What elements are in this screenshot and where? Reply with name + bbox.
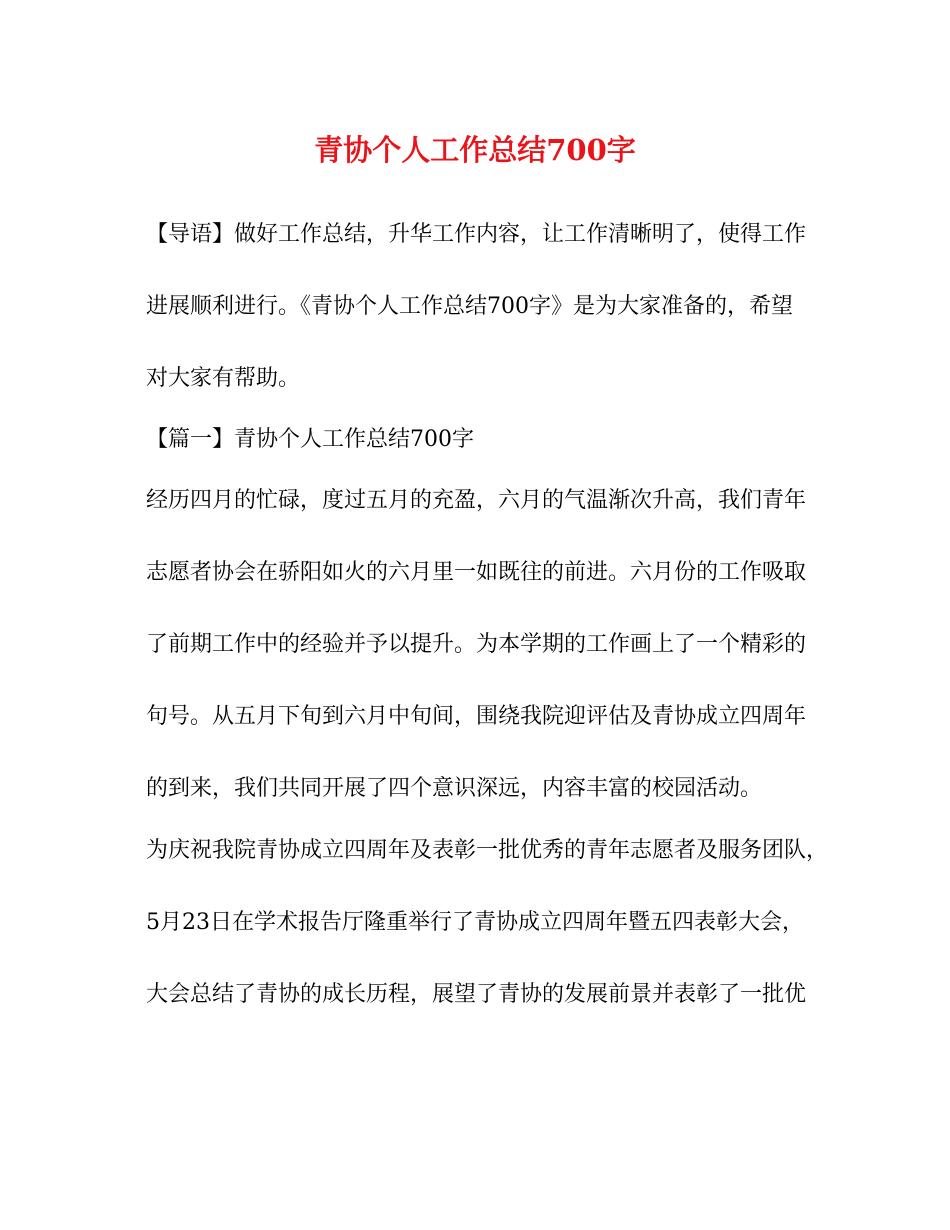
section-heading: 【篇一】青协个人工作总结700字 [146, 427, 474, 452]
body-line-6: 为庆祝我院青协成立四周年及表彰一批优秀的青年志愿者及服务团队， [146, 838, 829, 863]
body-line-2: 志愿者协会在骄阳如火的六月里一如既往的前进。六月份的工作吸取 [146, 560, 807, 585]
body-line-4: 句号。从五月下旬到六月中旬间，围绕我院迎评估及青协成立四周年 [146, 704, 807, 729]
body-line-1: 经历四月的忙碌，度过五月的充盈，六月的气温渐次升高，我们青年 [146, 488, 807, 513]
body-line-8: 大会总结了青协的成长历程，展望了青协的发展前景并表彰了一批优 [146, 982, 807, 1007]
body-line-3: 了前期工作中的经验并予以提升。为本学期的工作画上了一个精彩的 [146, 632, 807, 657]
intro-line-1: 【导语】做好工作总结，升华工作内容，让工作清晰明了，使得工作 [146, 222, 807, 247]
intro-line-3: 对大家有帮助。 [146, 366, 301, 391]
document-title: 青协个人工作总结700字 [314, 133, 636, 167]
body-line-7: 5月23日在学术报告厅隆重举行了青协成立四周年暨五四表彰大会， [146, 910, 804, 935]
intro-line-2: 进展顺利进行。《青协个人工作总结700字》是为大家准备的，希望 [146, 294, 793, 319]
body-line-5: 的到来，我们共同开展了四个意识深远，内容丰富的校园活动。 [146, 776, 763, 801]
